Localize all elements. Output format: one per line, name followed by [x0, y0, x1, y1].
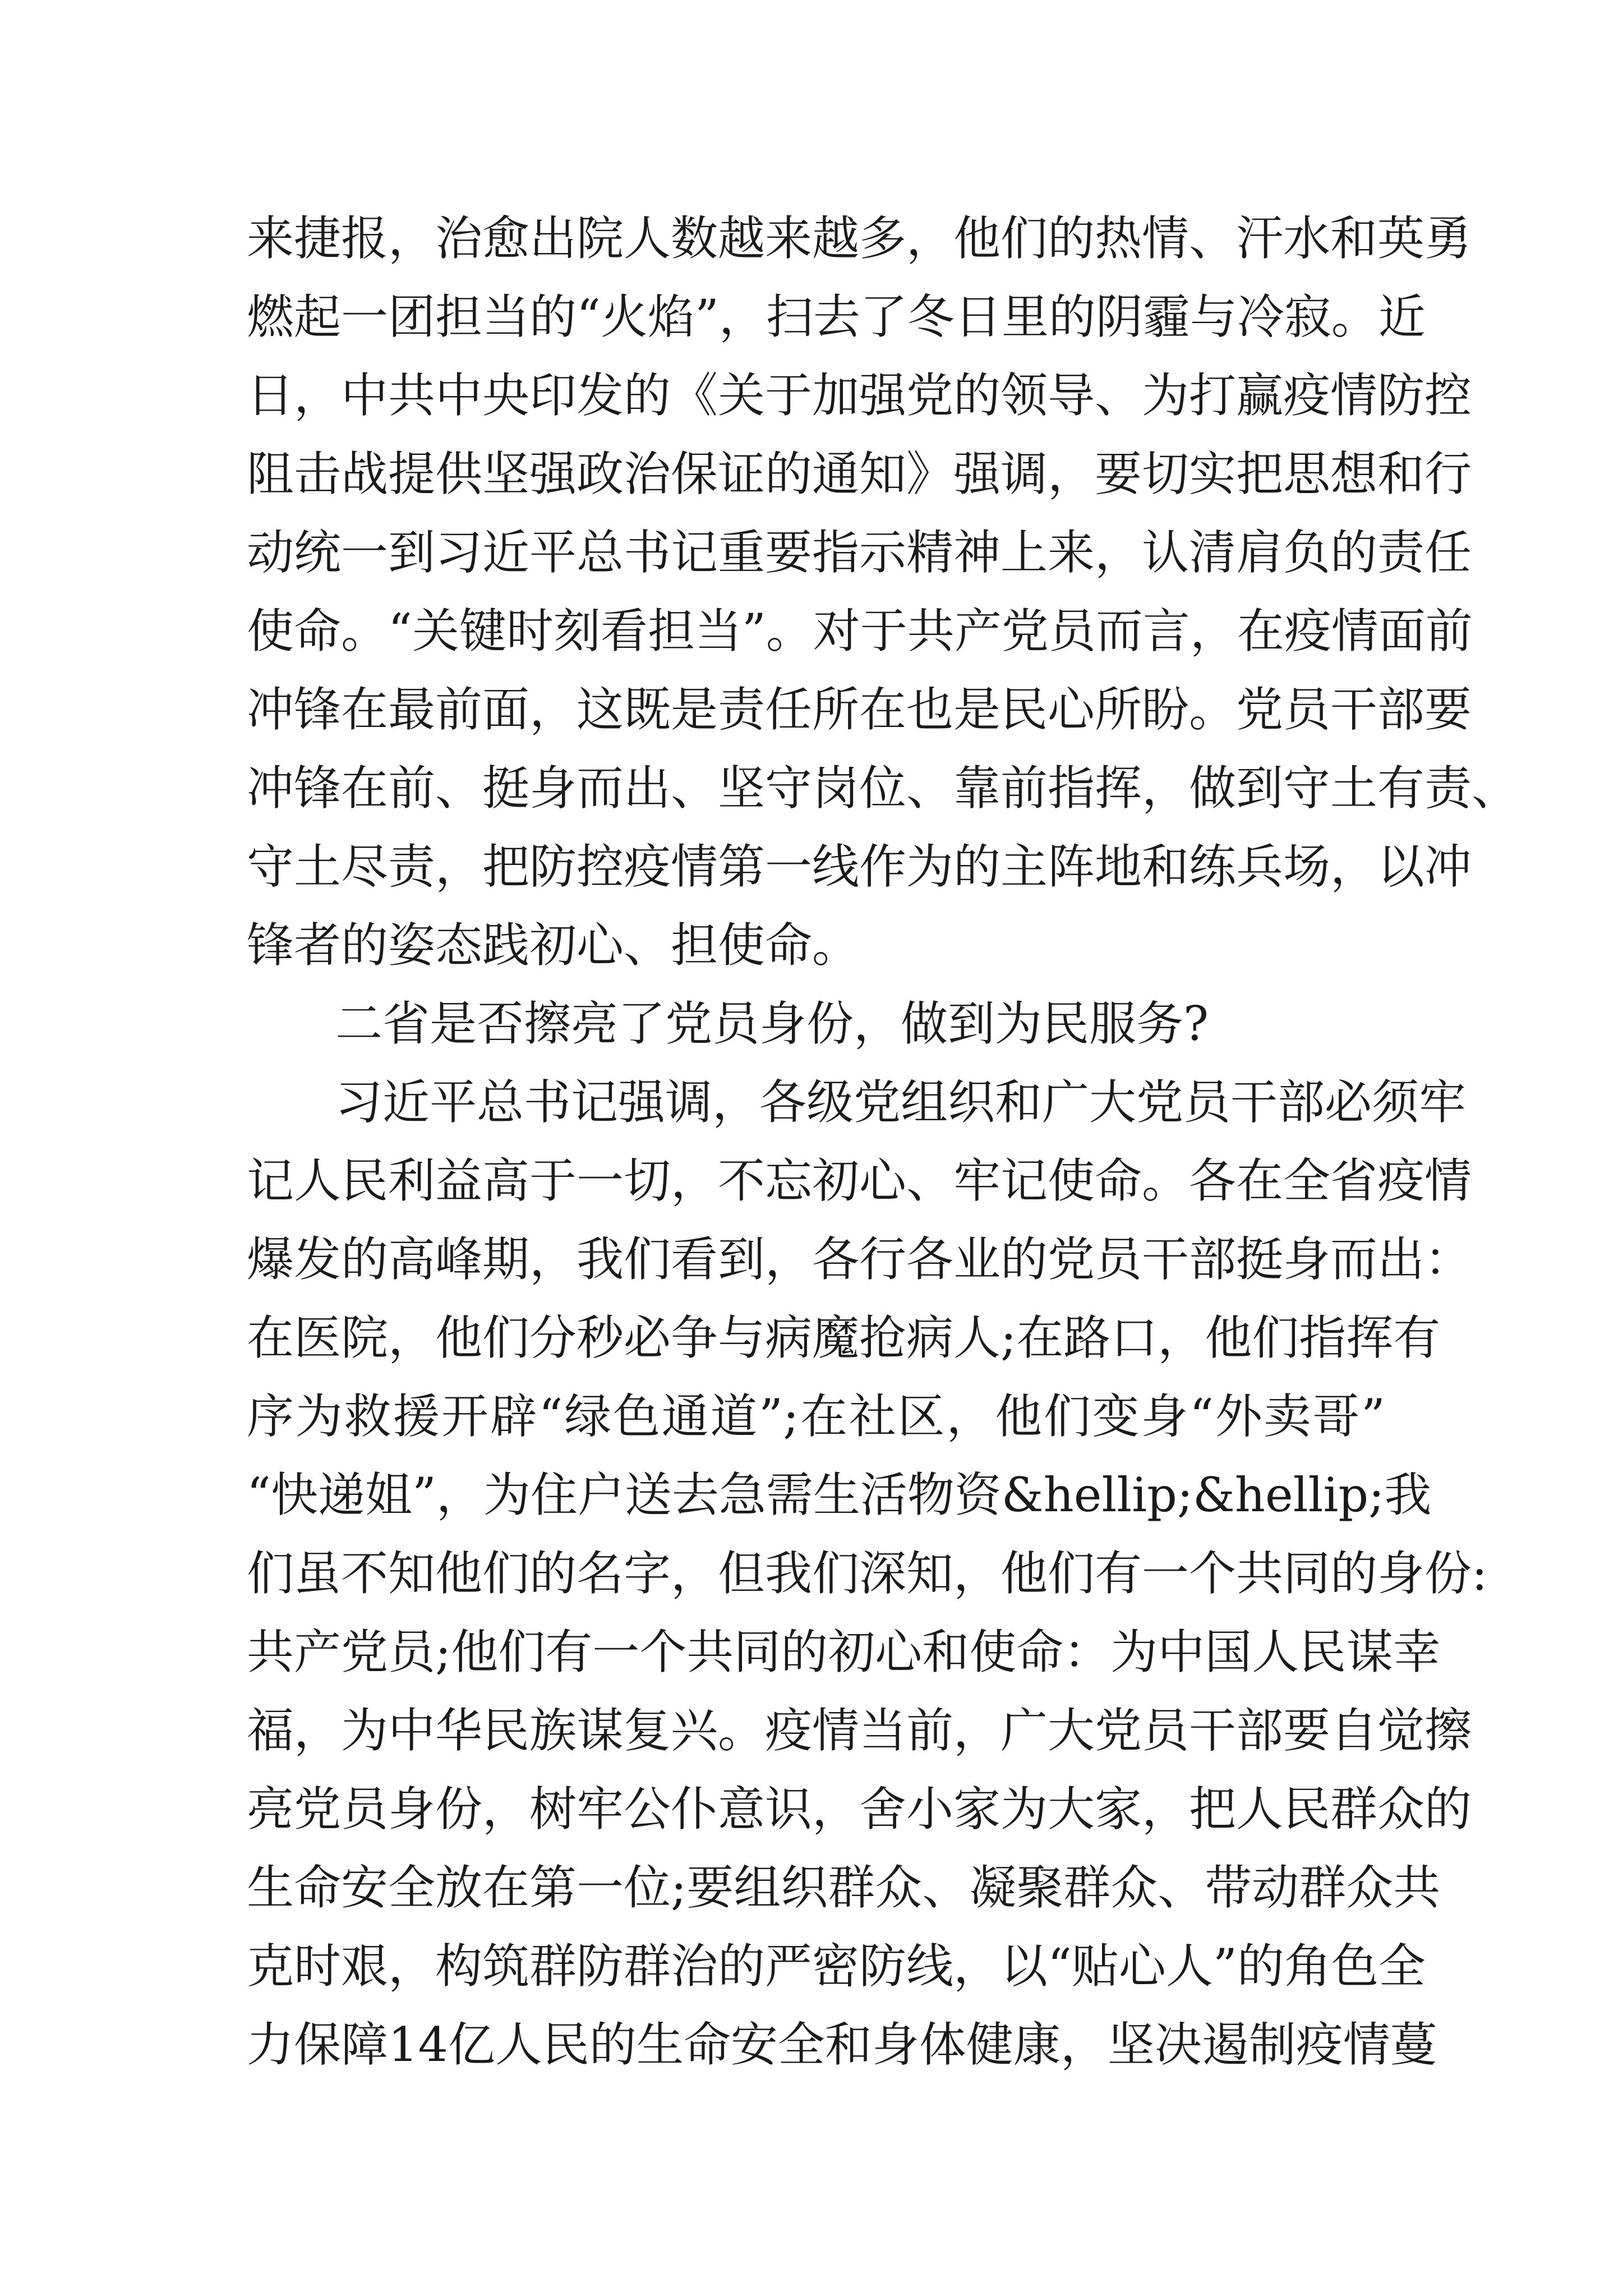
text-line: “快递姐”，为住户送去急需生活物资&hellip;&hellip;我	[247, 1467, 1432, 1522]
text-line: 日，中共中央印发的《关于加强党的领导、为打赢疫情防控	[247, 368, 1472, 423]
text-line: 克时艰，构筑群防群治的严密防线，以“贴心人”的角色全	[247, 1939, 1426, 1994]
text-line: 守土尽责，把防控疫情第一线作为的主阵地和练兵场，以冲	[247, 839, 1472, 894]
text-line: 亮党员身份，树牢公仆意识，舍小家为大家，把人民群众的	[247, 1782, 1472, 1837]
text-line: 动统一到习近平总书记重要指示精神上来，认清肩负的责任	[247, 525, 1472, 580]
text-line: 共产党员;他们有一个共同的初心和使命：为中国人民谋幸	[247, 1625, 1441, 1680]
text-line: 在医院，他们分秒必争与病魔抢病人;在路口，他们指挥有	[247, 1310, 1441, 1365]
text-line: 冲锋在最前面，这既是责任所在也是民心所盼。党员干部要	[247, 682, 1472, 737]
text-line: 爆发的高峰期，我们看到，各行各业的党员干部挺身而出：	[247, 1232, 1472, 1287]
text-line: 习近平总书记强调，各级党组织和广大党员干部必须牢	[335, 1075, 1467, 1130]
text-line: 福，为中华民族谋复兴。疫情当前，广大党员干部要自觉擦	[247, 1703, 1472, 1758]
section-heading: 二省是否擦亮了党员身份，做到为民服务?	[335, 996, 1209, 1051]
text-line: 们虽不知他们的名字，但我们深知，他们有一个共同的身份:	[247, 1546, 1488, 1601]
text-line: 锋者的姿态践初心、担使命。	[247, 918, 860, 973]
text-line: 燃起一团担当的“火焰”，扫去了冬日里的阴霾与冷寂。近	[247, 289, 1426, 344]
text-line: 冲锋在前、挺身而出、坚守岗位、靠前指挥，做到守土有责、	[247, 761, 1519, 816]
text-line: 阻击战提供坚强政治保证的通知》强调，要切实把思想和行	[247, 447, 1472, 501]
text-line: 来捷报，治愈出院人数越来越多，他们的热情、汗水和英勇	[247, 211, 1472, 266]
text-line: 力保障14亿人民的生命安全和身体健康，坚决遏制疫情蔓	[247, 2017, 1437, 2072]
text-line: 使命。“关键时刻看担当”。对于共产党员而言，在疫情面前	[247, 604, 1473, 659]
text-line: 序为救援开辟“绿色通道”;在社区，他们变身“外卖哥”	[247, 1389, 1385, 1444]
text-line: 记人民利益高于一切，不忘初心、牢记使命。各在全省疫情	[247, 1153, 1472, 1208]
text-line: 生命安全放在第一位;要组织群众、凝聚群众、带动群众共	[247, 1860, 1441, 1915]
